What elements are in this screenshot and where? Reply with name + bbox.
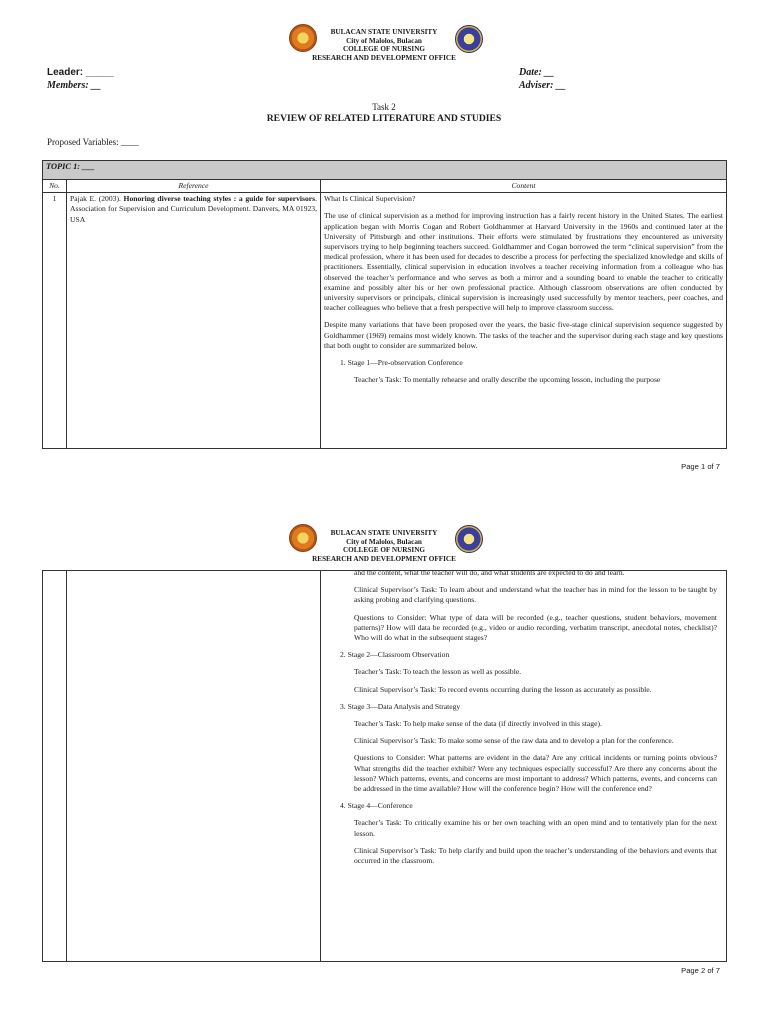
content-heading: What Is Clinical Supervision? [324, 194, 416, 204]
stage-heading: 2. Stage 2—Classroom Observation [340, 650, 450, 660]
university-name: BULACAN STATE UNIVERSITY [330, 28, 438, 36]
stage-heading: 4. Stage 4—Conference [340, 801, 413, 811]
content-paragraph: The use of clinical supervision as a method for improving instruction has a fairly recent history in the United States. The earliest application began with Morris Cogan and Robert Goldhammer at Harvard University in the 1960s and continued later at the University of Pittsburgh and other institutions. Their efforts were stimulated by frustrations they encountered as university supervisors trying to help beginning teachers succeed. Goldhammer and Cogan borrowed the term “clinical supervision” from the medical profession, where it has been used for decades to describe a process for perfecting the specialized knowledge and skills of practitioners. Essentially, clinical supervision in education involves a teacher receiving information from a colleague who has observed the teacher’s performance and who serves as both a mirror and a sounding board to enable the teacher to critically examine and possibly alter his or her own professional practice. Although classroom observations are often conducted by university supervisors or principals, clinical supervision is increasingly used successfully by mentor teachers, peer coaches, and teacher colleagues who believe that a fresh perspective will help to improve classroom success. [324, 211, 724, 313]
page-number: Page 1 of 7 [681, 462, 720, 471]
content-cell [321, 193, 727, 449]
reference-title: Honoring diverse teaching styles : a guide for supervisors [123, 194, 316, 204]
document-page-1 [0, 0, 768, 490]
row-number: 1 [43, 193, 67, 449]
stage-task: Teacher’s Task: To critically examine his or her own teaching with an open mind and to tentatively plan for the next lesson. [354, 818, 717, 838]
task-number: Task 2 [372, 102, 396, 112]
stage-task: and the content, what the teacher will do, and what students are expected to do and learn. [354, 568, 625, 577]
university-city: City of Malolos, Bulacan [346, 36, 422, 45]
rrl-table-continued [42, 570, 727, 962]
letterhead [0, 529, 768, 563]
stage-task: Clinical Supervisor’s Task: To record events occurring during the lesson as accurately as possible. [354, 684, 652, 694]
office-name: RESEARCH AND DEVELOPMENT OFFICE [312, 554, 456, 563]
column-header-reference: Reference [67, 180, 321, 193]
rrl-table [42, 160, 727, 449]
topic-heading: TOPIC 1: ___ [43, 161, 727, 180]
column-header-no: No. [43, 180, 67, 193]
reference-cell [67, 193, 321, 449]
column-header-content: Content [321, 180, 727, 193]
stage-questions: Questions to Consider: What patterns are evident in the data? Are any critical incidents or turning points obvious? What strengths did the teacher exhibit? Were any techniques especially successful? Are there any concerns about the lesson? Which patterns, events, and concerns are most important to address? Which patterns, events, and concerns can be addressed in the time available? How will the conference begin? How will the conference end? [354, 753, 717, 794]
reference-publisher: . Association for Supervision and Curriculum Development. Danvers, MA 01923, USA [70, 194, 317, 224]
college-name: COLLEGE OF NURSING [342, 546, 425, 555]
stage-task: Teacher’s Task: To mentally rehearse and orally describe the upcoming lesson, including the purpose [354, 375, 661, 385]
table-row [43, 193, 727, 449]
reference-author: Pajak E. (2003). [70, 194, 124, 204]
proposed-variables: Proposed Variables: ____ [47, 137, 139, 147]
date-field: Date: __ [519, 67, 555, 78]
document-page-2 [0, 510, 768, 1024]
content-cell [321, 568, 727, 962]
reference-cell [67, 571, 321, 962]
college-name: COLLEGE OF NURSING [342, 45, 425, 54]
letterhead [0, 28, 768, 62]
stage-questions: Questions to Consider: What type of data will be recorded (e.g., teacher questions, student behaviors, movement patterns)? How will data be recorded (e.g., video or audio recording, verbatim transcript, anecdotal notes, checklist)? Who will do what in the subsequent stages? [354, 612, 717, 643]
page-number: Page 2 of 7 [681, 966, 720, 975]
stage-heading: 3. Stage 3—Data Analysis and Strategy [340, 701, 461, 711]
leader-field: Leader: _____ [47, 67, 114, 78]
stage-task: Teacher’s Task: To help make sense of the data (if directly involved in this stage). [354, 719, 602, 729]
office-name: RESEARCH AND DEVELOPMENT OFFICE [312, 53, 456, 62]
task-title: REVIEW OF RELATED LITERATURE AND STUDIES [266, 113, 502, 124]
stage-task: Clinical Supervisor’s Task: To help clarify and build upon the teacher’s understanding of the behaviors and events that occurred in the classroom. [354, 845, 717, 866]
content-paragraph: Despite many variations that have been proposed over the years, the basic five-stage clinical supervision sequence suggested by Goldhammer (1969) remains most widely known. The tasks of the teacher and the supervisor during each stage and key questions that both ought to consider are summarized below. [324, 320, 724, 350]
members-field: Members: __ [47, 80, 102, 91]
row-number-cell [43, 571, 67, 962]
university-city: City of Malolos, Bulacan [346, 537, 422, 546]
university-name: BULACAN STATE UNIVERSITY [330, 529, 438, 537]
adviser-field: Adviser: __ [519, 80, 566, 91]
stage-task: Teacher’s Task: To teach the lesson as well as possible. [354, 667, 522, 677]
table-row [43, 571, 727, 962]
stage-task: Clinical Supervisor’s Task: To learn about and understand what the teacher has in mind for the lesson to be taught by asking probing and clarifying questions. [354, 585, 717, 605]
stage-task: Clinical Supervisor’s Task: To make some sense of the raw data and to develop a plan for the conference. [354, 736, 674, 746]
stage-heading: 1. Stage 1—Pre-observation Conference [340, 358, 463, 368]
